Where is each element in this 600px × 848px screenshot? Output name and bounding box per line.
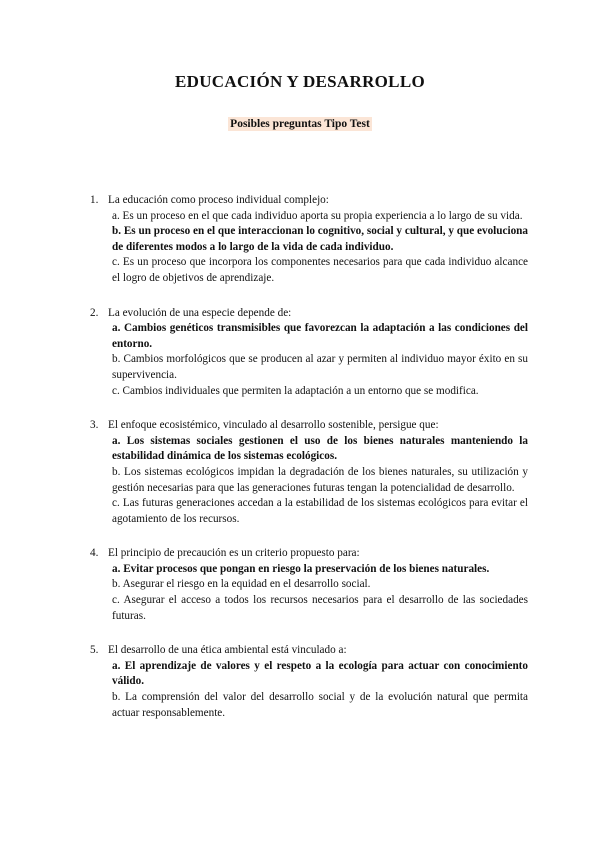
- question-text: El desarrollo de una ética ambiental está vinculado a:: [108, 644, 347, 657]
- question-2: [90, 306, 528, 400]
- document-title: EDUCACIÓN Y DESARROLLO: [175, 72, 425, 91]
- answer-option: b. La comprensión del valor del desarrollo social y de la evolución natural que permita actuar responsablemente.: [112, 691, 528, 719]
- answer-option: b. Los sistemas ecológicos impidan la degradación de los bienes naturales, su utilización y gestión necesarias para que las generaciones futuras tengan la potencialidad de desarrollo.: [112, 465, 528, 494]
- question-number: 5.: [90, 644, 99, 657]
- document-subtitle: Posibles preguntas Tipo Test: [230, 118, 370, 130]
- question-number: 1.: [90, 194, 99, 206]
- answer-option: c. Es un proceso que incorpora los componentes necesarios para que cada individuo alcance el logro de objetivos de aprendizaje.: [112, 256, 528, 284]
- answer-option-correct: a. Los sistemas sociales gestionen el uso de los bienes naturales manteniendo la estabilidad dinámica de los sistemas ecológicos.: [112, 434, 528, 463]
- answer-option: c. Las futuras generaciones accedan a la estabilidad de los sistemas ecológicos para evitar el agotamiento de los recursos.: [112, 497, 528, 525]
- answer-option: c. Cambios individuales que permiten la adaptación a un entorno que se modifica.: [112, 384, 479, 397]
- question-text: La educación como proceso individual complejo:: [108, 194, 329, 206]
- answer-option: b. Cambios morfológicos que se producen al azar y permiten al individuo mayor éxito en su supervivencia.: [112, 353, 528, 381]
- question-text: El enfoque ecosistémico, vinculado al desarrollo sostenible, persigue que:: [108, 419, 439, 432]
- question-number: 2.: [90, 306, 99, 319]
- answer-option-correct: b. Es un proceso en el que interaccionan lo cognitivo, social y cultural, y que evoluciona de diferentes modos a lo largo de la vida de cada individuo.: [112, 225, 528, 253]
- question-number: 3.: [90, 419, 99, 432]
- answer-option-correct: a. Cambios genéticos transmisibles que favorezcan la adaptación a las condiciones del entorno.: [112, 322, 528, 350]
- question-4: [90, 546, 528, 624]
- answer-option: b. Asegurar el riesgo en la equidad en el desarrollo social.: [112, 578, 371, 591]
- answer-option: a. Es un proceso en el que cada individuo aporta su propia experiencia a lo largo de su vida.: [112, 209, 523, 222]
- question-list: [90, 193, 528, 740]
- answer-option-correct: a. El aprendizaje de valores y el respeto a la ecología para actuar con conocimiento válido.: [112, 659, 528, 688]
- subtitle-container: [0, 114, 600, 132]
- question-number: 4.: [90, 547, 99, 560]
- question-1: [90, 193, 528, 287]
- question-5: [90, 643, 528, 721]
- answer-option-correct: a. Evitar procesos que pongan en riesgo la preservación de los bienes naturales.: [112, 562, 490, 575]
- question-3: [90, 418, 528, 527]
- answer-option: c. Asegurar el acceso a todos los recursos necesarios para el desarrollo de las sociedades futuras.: [112, 594, 528, 622]
- question-text: La evolución de una especie depende de:: [108, 306, 292, 319]
- question-text: El principio de precaución es un criterio propuesto para:: [108, 547, 360, 560]
